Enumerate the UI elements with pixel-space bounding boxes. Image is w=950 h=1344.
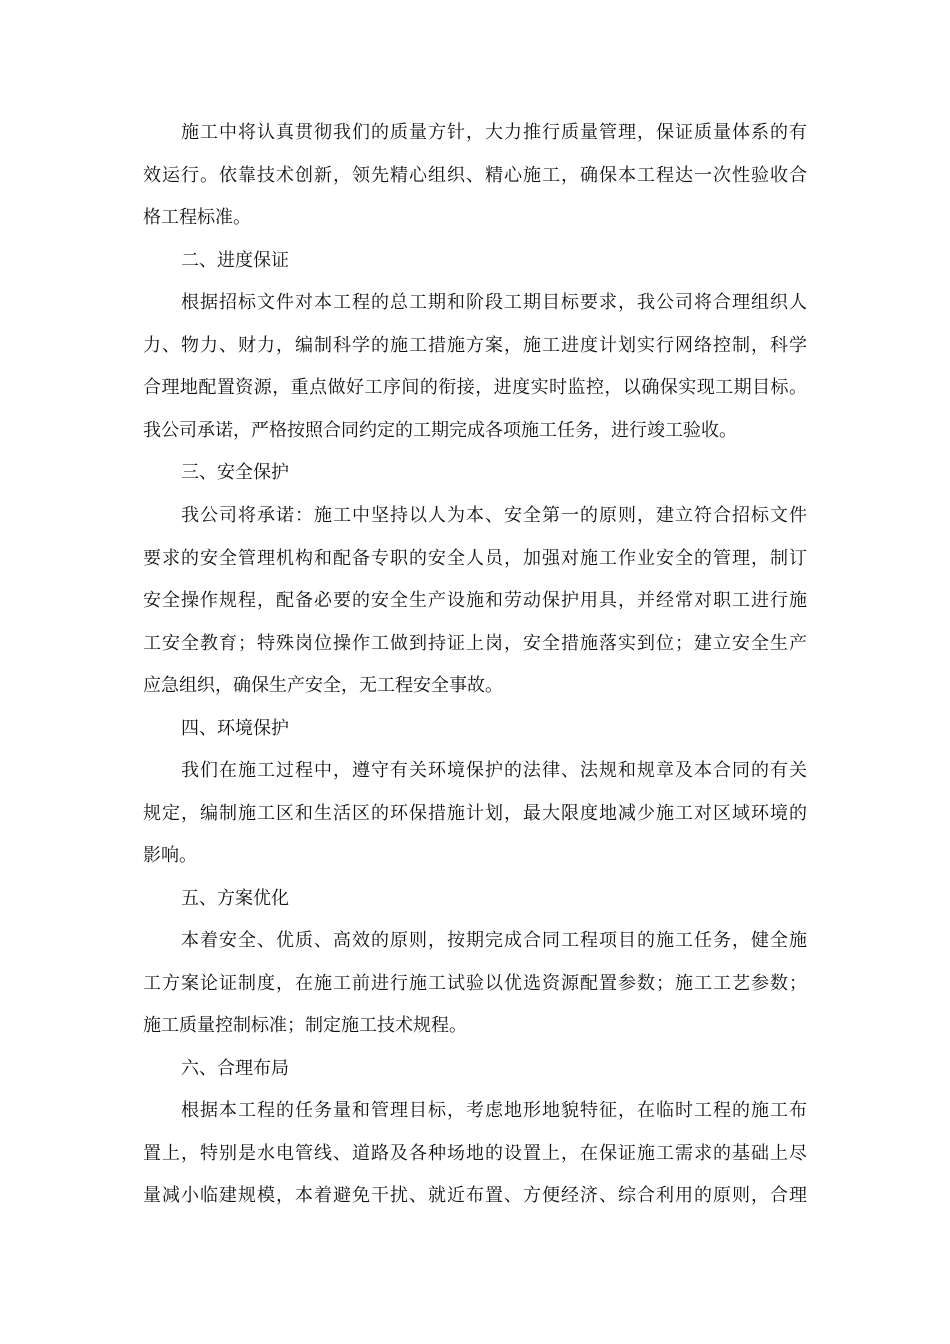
paragraph-line: 力、物力、财力，编制科学的施工措施方案，施工进度计划实行网络控制，科学 [143, 335, 807, 356]
paragraph-line: 本着安全、优质、高效的原则，按期完成合同工程项目的施工任务，健全施 [181, 930, 807, 951]
section-heading: 五、方案优化 [181, 888, 289, 909]
paragraph-line: 我公司承诺，严格按照合同约定的工期完成各项施工任务，进行竣工验收。 [143, 420, 737, 441]
paragraph-line: 工方案论证制度，在施工前进行施工试验以优选资源配置参数；施工工艺参数； [143, 973, 807, 994]
paragraph-line: 量减小临建规模，本着避免干扰、就近布置、方便经济、综合利用的原则，合理 [143, 1185, 807, 1206]
paragraph-line: 合理地配置资源，重点做好工序间的衔接，进度实时监控，以确保实现工期目标。 [143, 377, 807, 398]
section-heading: 三、安全保护 [181, 462, 289, 483]
paragraph-line: 我们在施工过程中，遵守有关环境保护的法律、法规和规章及本合同的有关 [181, 760, 807, 781]
section-heading: 六、合理布局 [181, 1058, 289, 1079]
paragraph-line: 置上，特别是水电管线、道路及各种场地的设置上，在保证施工需求的基础上尽 [143, 1143, 807, 1164]
paragraph-line: 根据本工程的任务量和管理目标，考虑地形地貌特征，在临时工程的施工布 [181, 1100, 807, 1121]
paragraph-line: 施工中将认真贯彻我们的质量方针，大力推行质量管理，保证质量体系的有 [181, 122, 807, 143]
paragraph-line: 规定，编制施工区和生活区的环保措施计划，最大限度地减少施工对区域环境的 [143, 803, 807, 824]
paragraph-line: 根据招标文件对本工程的总工期和阶段工期目标要求，我公司将合理组织人 [181, 292, 807, 313]
section-heading: 四、环境保护 [181, 718, 289, 739]
paragraph-line: 格工程标准。 [143, 207, 251, 228]
section-heading: 二、进度保证 [181, 250, 289, 271]
paragraph-line: 影响。 [143, 845, 197, 866]
paragraph-line: 要求的安全管理机构和配备专职的安全人员，加强对施工作业安全的管理，制订 [143, 548, 807, 569]
paragraph-line: 我公司将承诺：施工中坚持以人为本、安全第一的原则，建立符合招标文件 [181, 505, 807, 526]
paragraph-line: 安全操作规程，配备必要的安全生产设施和劳动保护用具，并经常对职工进行施 [143, 590, 807, 611]
paragraph-line: 效运行。依靠技术创新，领先精心组织、精心施工，确保本工程达一次性验收合 [143, 165, 807, 186]
paragraph-line: 工安全教育；特殊岗位操作工做到持证上岗，安全措施落实到位；建立安全生产 [143, 633, 807, 654]
paragraph-line: 应急组织，确保生产安全，无工程安全事故。 [143, 675, 503, 696]
paragraph-line: 施工质量控制标准；制定施工技术规程。 [143, 1015, 467, 1036]
